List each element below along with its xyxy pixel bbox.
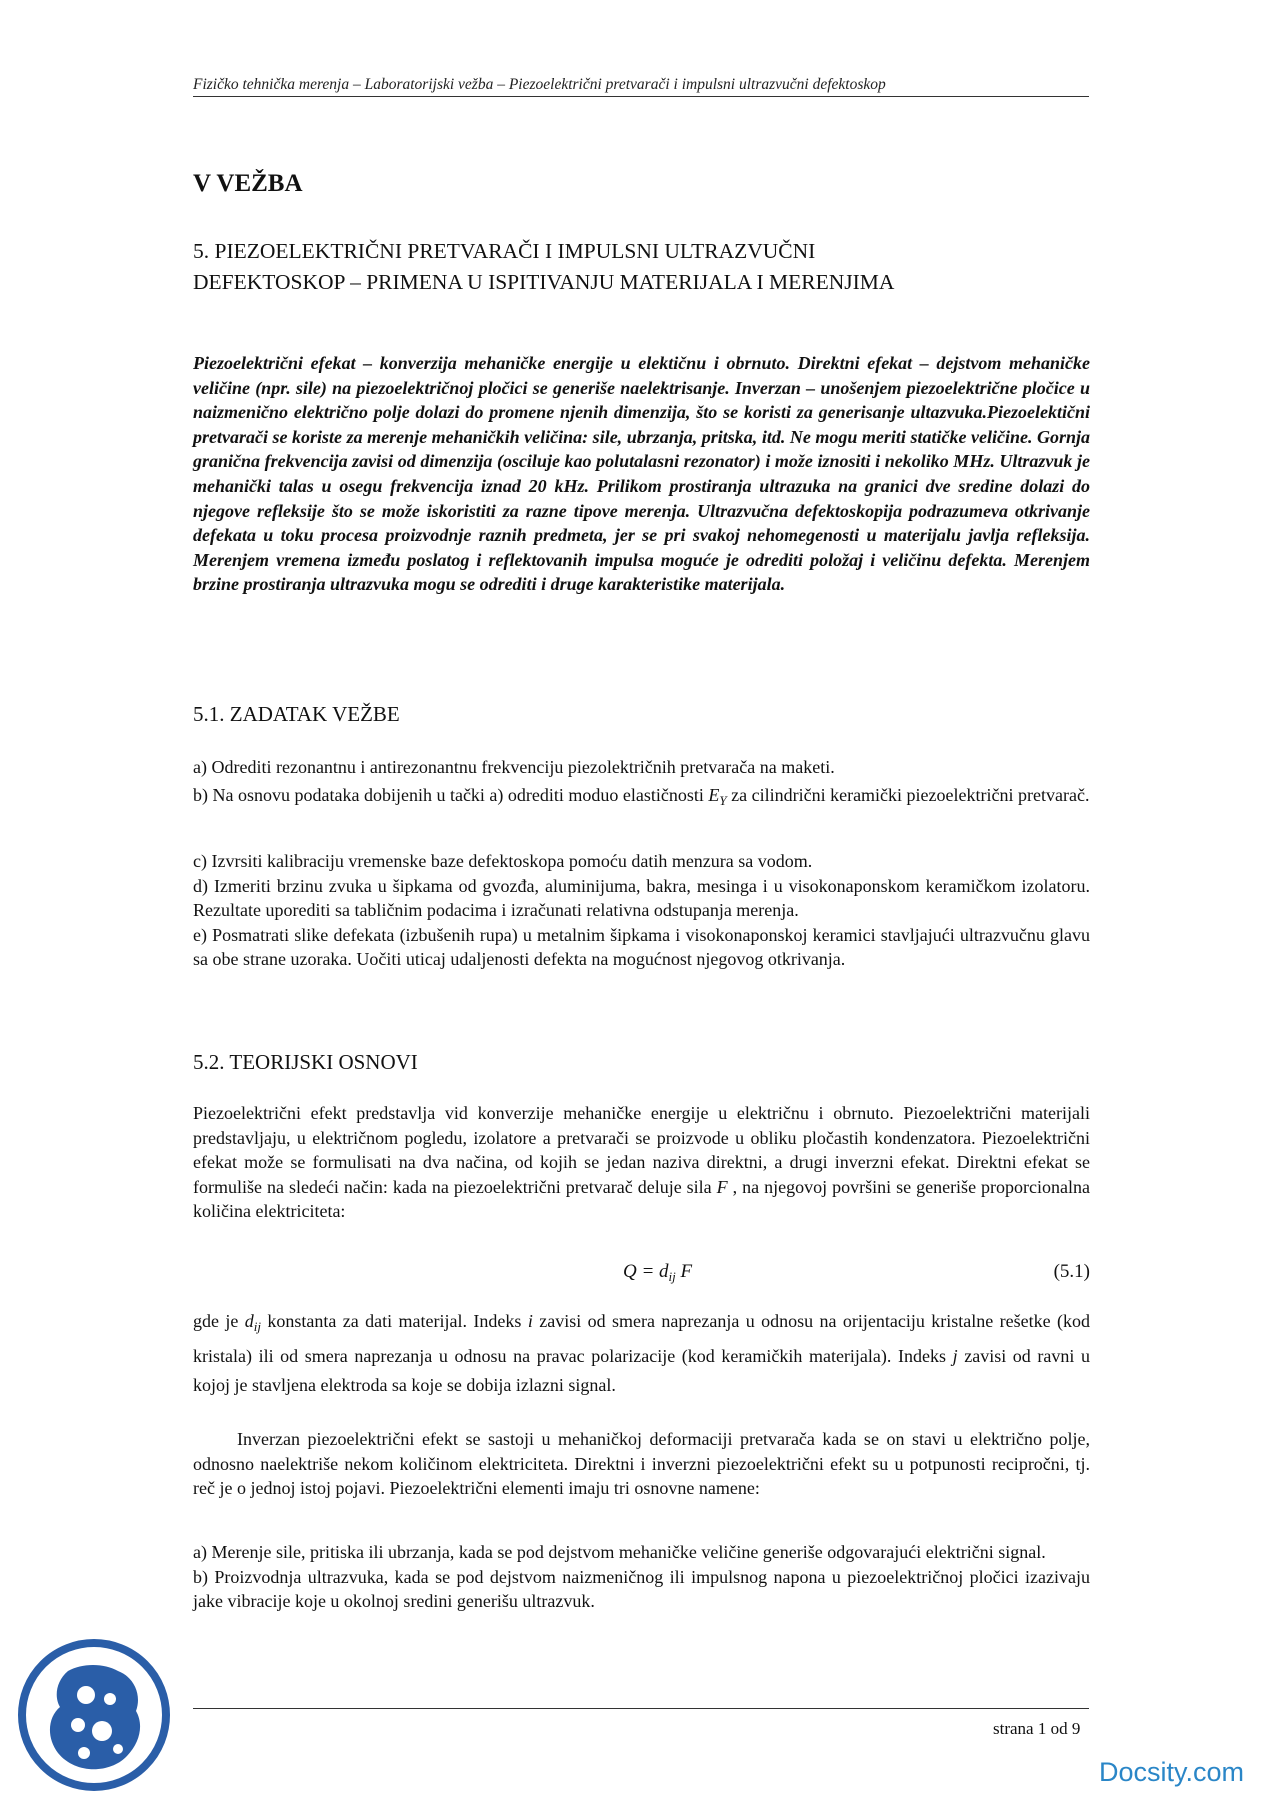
equation-formula — [623, 1261, 692, 1285]
task-item-a: a) Odrediti rezonantnu i antirezonantnu frekvenciju piezolektričnih pretvarača na maketi. — [193, 757, 835, 777]
equation-number: (5.1) — [1053, 1261, 1090, 1282]
chapter-title-line-2: DEFEKTOSKOP – PRIMENA U ISPITIVANJU MATERIJALA I MERENJIMA — [193, 270, 895, 294]
purpose-list — [193, 1540, 1090, 1614]
docsity-watermark-link[interactable]: Docsity.com — [1099, 1757, 1245, 1787]
theory-paragraph-2 — [193, 1307, 1090, 1401]
section-heading-teorijski: 5.2. TEORIJSKI OSNOVI — [193, 1050, 418, 1074]
running-header: Fizičko tehnička merenja – Laboratorijski vežba – Piezoelektrični pretvarači i impulsni ultrazvučni defektoskop — [193, 76, 886, 93]
page-number: strana 1 od 9 — [993, 1719, 1081, 1738]
header-rule — [193, 96, 1089, 97]
abstract-paragraph: Piezoelektrični efekat – konverzija mehaničke energije u elektičnu i obrnuto. Direktni efekat – dejstvom mehaničke veličine (npr. sile) na piezoelektričnoj pločici se generiše naelektrisanje. Inverzan – unošenjem piezoelektrične pločice u naizmenično električno polje dolazi do promene njenih dimenzija, što se koristi za generisanje ultazvuka.Piezoelektični pretvarači se koriste za merenje mehaničkih veličina: sile, ubrzanja, pritska, itd. Ne mogu meriti statičke veličine. Gornja granična frekvencija zavisi od dimenzija (osciluje kao polutalasni rezonator) i može iznositi i nekoliko MHz. Ultrazvuk je mehanički talas u osegu frekvencija iznad 20 kHz. Prilikom prostiranja ultrazuka na granici dve sredine dolazi do njegove refleksije što se može iskoristiti za razne tipove merenja. Ultrazvučna defektoskopija podrazumeva otkrivanje defekata u toku procesa proizvodnje raznih predmeta, jer se pri svakoj nehomegenosti u materijalu javlja refleksija. Merenjem vremena između poslatog i reflektovanih impulsa moguće je odrediti položaj i veličinu defekta. Merenjem brzine prostiranja ultrazvuka mogu se odrediti i druge karakteristike materijala. — [193, 353, 1090, 595]
docsity-logo-icon[interactable] — [18, 1633, 176, 1795]
chapter-label: V VEŽBA — [193, 170, 303, 197]
task-item-e: e) Posmatrati slike defekata (izbušenih rupa) u metalnim šipkama i visokonaponskoj keramici stavljajući ultrazvučnu glavu sa obe strane uzoraka. Uočiti uticaj udaljenosti defekta na mogućnost njegovog otkrivanja. — [193, 924, 1090, 969]
purpose-item-b: b) Proizvodnja ultrazvuka, kada se pod dejstvom naizmeničnog ili impulsnog napona u piezoelektričnoj pločici izazivaju jake vibracije koje u okolnoj sredini generišu ultrazvuk. — [193, 1566, 1090, 1611]
task-item-b-text-end: za cilindrični keramički piezoelektrični pretvarač. — [726, 784, 1090, 805]
footer-rule — [193, 1708, 1089, 1709]
index-i-symbol: i — [527, 1311, 533, 1331]
modulus-subscript: Y — [719, 792, 727, 808]
chapter-title — [193, 236, 1093, 298]
theory-paragraph-1-start: Piezoelektrični efekt predstavlja vid konverzije mehaničke energije u električnu i obrnuto. Piezoelektrični materijali predstavljaju, u električnom pogledu, izolatore a pretvarači se proizvode u obliku pločastih kondenzatora. Piezoelektrični efekat može se formulisati na dva načina, od kojih se jedan naziva direktni, a drugi inverzni efekat. Direktni efekat se formuliše na sledeći način: kada na piezoelektrični pretvarač deluje sila — [193, 1103, 1090, 1197]
task-item-b-text-start: b) Na osnovu podataka dobijenih u tački a) odrediti moduo elastičnosti — [193, 784, 709, 805]
theory-paragraph-2-mid-2: zavisi od smera naprezanja u odnosu na orijentaciju kristalne rešetke (kod kristala) ili od smera naprezanja u odnosu na pravac polarizacije (kod keramičkih materijala). Indeks — [193, 1311, 1090, 1366]
task-list-continued — [193, 849, 1090, 972]
index-j-symbol: j — [952, 1345, 958, 1366]
theory-paragraph-3: Inverzan piezoelektrični efekt se sastoji u mehaničkoj deformaciji pretvarača kada se on stavi u električno polje, odnosno naelektriše nekom količinom elektriciteta. Direktni i inverzni piezoelektrični efekt su u potpunosti recipročni, tj. reč je o jednoj istoj pojavi. Piezoelektrični elementi imaju tri osnovne namene: — [193, 1429, 1090, 1498]
constant-subscript: ij — [253, 1319, 262, 1334]
purpose-item-a: a) Merenje sile, pritiska ili ubrzanja, kada se pod dejstvom mehaničke veličine generiše odgovarajući električni signal. — [193, 1542, 1046, 1562]
theory-paragraph-1 — [193, 1101, 1090, 1224]
theory-paragraph-2-mid-1: konstanta za dati materijal. Indeks — [261, 1311, 528, 1331]
formula-rhs: F — [675, 1261, 693, 1282]
task-item-d: d) Izmeriti brzinu zvuka u šipkama od gvozđa, aluminijuma, bakra, mesinga i u visokonaponskom keramičkom izolatoru. Rezultate uporediti sa tabličnim podacima i izračunati relativna odstupanja merenja. — [193, 875, 1090, 920]
task-item-c: c) Izvrsiti kalibraciju vremenske baze defektoskopa pomoću datih menzura sa vodom. — [193, 851, 813, 871]
formula-subscript: ij — [668, 1269, 676, 1284]
equation-5-1 — [193, 1261, 1090, 1289]
constant-symbol: d — [244, 1311, 254, 1331]
task-list — [193, 755, 1090, 816]
task-item-b — [193, 780, 1090, 816]
theory-paragraph-2-end: zavisi od ravni u kojoj je stavljena elektroda sa koje se dobija izlazni signal. — [193, 1345, 1090, 1395]
force-symbol: F — [716, 1176, 728, 1197]
formula-lhs: Q = d — [623, 1261, 669, 1282]
theory-paragraph-1-end: , na njegovoj površini se generiše proporcionalna količina elektriciteta: — [193, 1176, 1091, 1221]
theory-paragraph-2-start: gde je — [193, 1311, 245, 1331]
chapter-title-line-1: 5. PIEZOELEKTRIČNI PRETVARAČI I IMPULSNI ULTRAZVUČNI — [193, 239, 816, 263]
section-heading-zadatak: 5.1. ZADATAK VEŽBE — [193, 702, 400, 726]
modulus-symbol: E — [708, 784, 720, 805]
